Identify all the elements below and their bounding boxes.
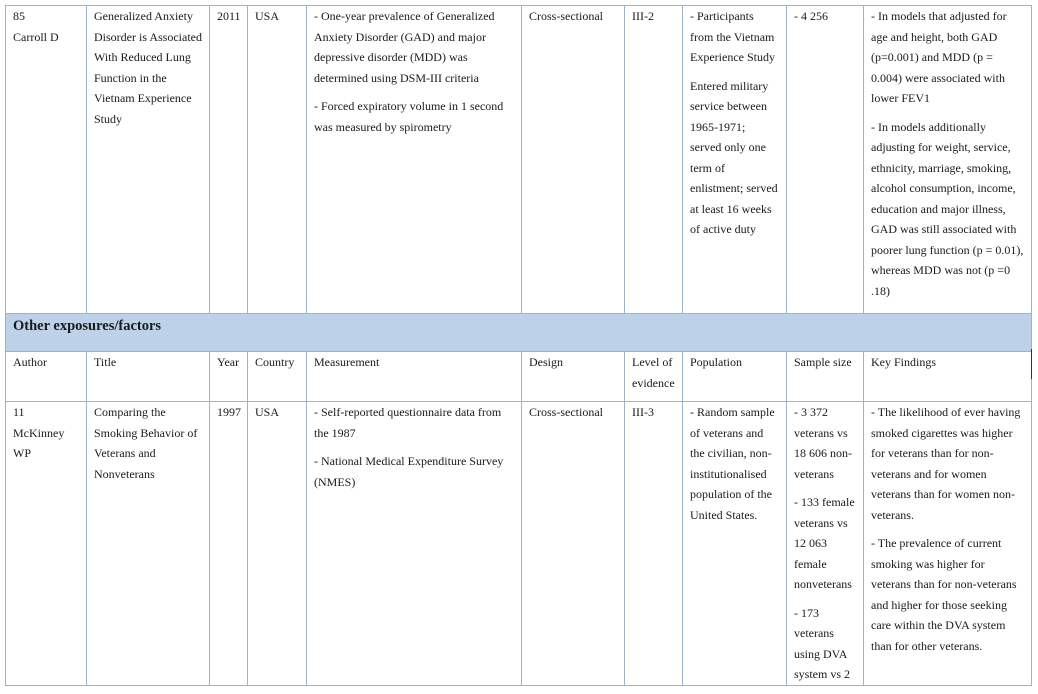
evidence-table bbox=[5, 5, 1032, 686]
sample-cell bbox=[787, 402, 864, 686]
header-year: Year bbox=[210, 352, 248, 402]
header-title: Title bbox=[87, 352, 210, 402]
finding-item: - The likelihood of ever having smoked cigarettes was higher for veterans than for non-veterans and for women veterans than for women non-veterans. bbox=[871, 405, 1021, 522]
measurement-item: - National Medical Expenditure Survey (NMES) bbox=[314, 454, 504, 489]
population-item: - Participants from the Vietnam Experience Study bbox=[690, 9, 775, 64]
sample-item: - 4 256 bbox=[794, 9, 828, 23]
level-cell: III-2 bbox=[625, 6, 683, 314]
population-cell bbox=[683, 6, 787, 314]
year-cell: 1997 bbox=[210, 402, 248, 686]
section-title: Other exposures/factors bbox=[6, 314, 1032, 352]
finding-item: - In models additionally adjusting for weight, service, ethnicity, marriage, smoking, alcohol consumption, income, education and major illness, GAD was still associated with poorer lung function (p = 0.01), whereas MDD was not (p =0 .18) bbox=[871, 119, 1024, 298]
year-cell: 2011 bbox=[210, 6, 248, 314]
header-author: Author bbox=[6, 352, 87, 402]
author-cell bbox=[6, 6, 87, 314]
sample-item: - 133 female veterans vs 12 063 female nonveterans bbox=[794, 495, 855, 591]
finding-item: - The prevalence of current smoking was higher for veterans than for non-veterans and higher for those seeking care within the DVA system than for other veterans. bbox=[871, 536, 1017, 653]
population-item: Entered military service between 1965-1971; served only one term of enlistment; served at least 16 weeks of active duty bbox=[690, 78, 778, 236]
sample-cell bbox=[787, 6, 864, 314]
findings-cell bbox=[864, 402, 1032, 686]
title-cell: Comparing the Smoking Behavior of Veterans and Nonveterans bbox=[87, 402, 210, 686]
design-cell: Cross-sectional bbox=[522, 402, 625, 686]
sample-item: - 173 veterans using DVA system vs 2 bbox=[794, 605, 851, 681]
sample-item: - 3 372 veterans vs 18 606 non-veterans bbox=[794, 405, 852, 481]
finding-item: - In models that adjusted for age and height, both GAD (p=0.001) and MDD (p = 0.004) were associated with lower FEV1 bbox=[871, 9, 1007, 105]
table-row bbox=[6, 6, 1032, 314]
header-country: Country bbox=[248, 352, 307, 402]
author-name: Carroll D bbox=[13, 29, 59, 44]
measurement-item: - One-year prevalence of Generalized Anxiety Disorder (GAD) and major depressive disorder (MDD) was determined using DSM-III criteria bbox=[314, 9, 495, 85]
level-cell: III-3 bbox=[625, 402, 683, 686]
country-cell: USA bbox=[248, 6, 307, 314]
header-level: Level of evidence bbox=[625, 352, 683, 402]
section-header-row bbox=[6, 314, 1032, 352]
title-cell: Generalized Anxiety Disorder is Associated With Reduced Lung Function in the Vietnam Experience Study bbox=[87, 6, 210, 314]
table-row bbox=[6, 402, 1032, 686]
header-design: Design bbox=[522, 352, 625, 402]
text-cursor-mark bbox=[1031, 349, 1032, 379]
header-population: Population bbox=[683, 352, 787, 402]
measurement-cell bbox=[307, 6, 522, 314]
population-cell bbox=[683, 402, 787, 686]
country-cell: USA bbox=[248, 402, 307, 686]
header-measurement: Measurement bbox=[307, 352, 522, 402]
header-sample: Sample size bbox=[787, 352, 864, 402]
measurement-item: - Self-reported questionnaire data from the 1987 bbox=[314, 405, 502, 440]
measurement-cell bbox=[307, 402, 522, 686]
reference-number: 11 bbox=[13, 405, 25, 419]
header-findings: Key Findings bbox=[864, 352, 1032, 402]
findings-cell bbox=[864, 6, 1032, 314]
reference-number: 85 bbox=[13, 9, 25, 23]
design-cell: Cross-sectional bbox=[522, 6, 625, 314]
population-item: - Random sample of veterans and the civilian, non-institutionalised population of the United States. bbox=[690, 405, 775, 522]
measurement-item: - Forced expiratory volume in 1 second was measured by spirometry bbox=[314, 99, 504, 134]
column-header-row bbox=[6, 352, 1032, 402]
author-name: McKinney WP bbox=[13, 425, 65, 460]
author-cell bbox=[6, 402, 87, 686]
